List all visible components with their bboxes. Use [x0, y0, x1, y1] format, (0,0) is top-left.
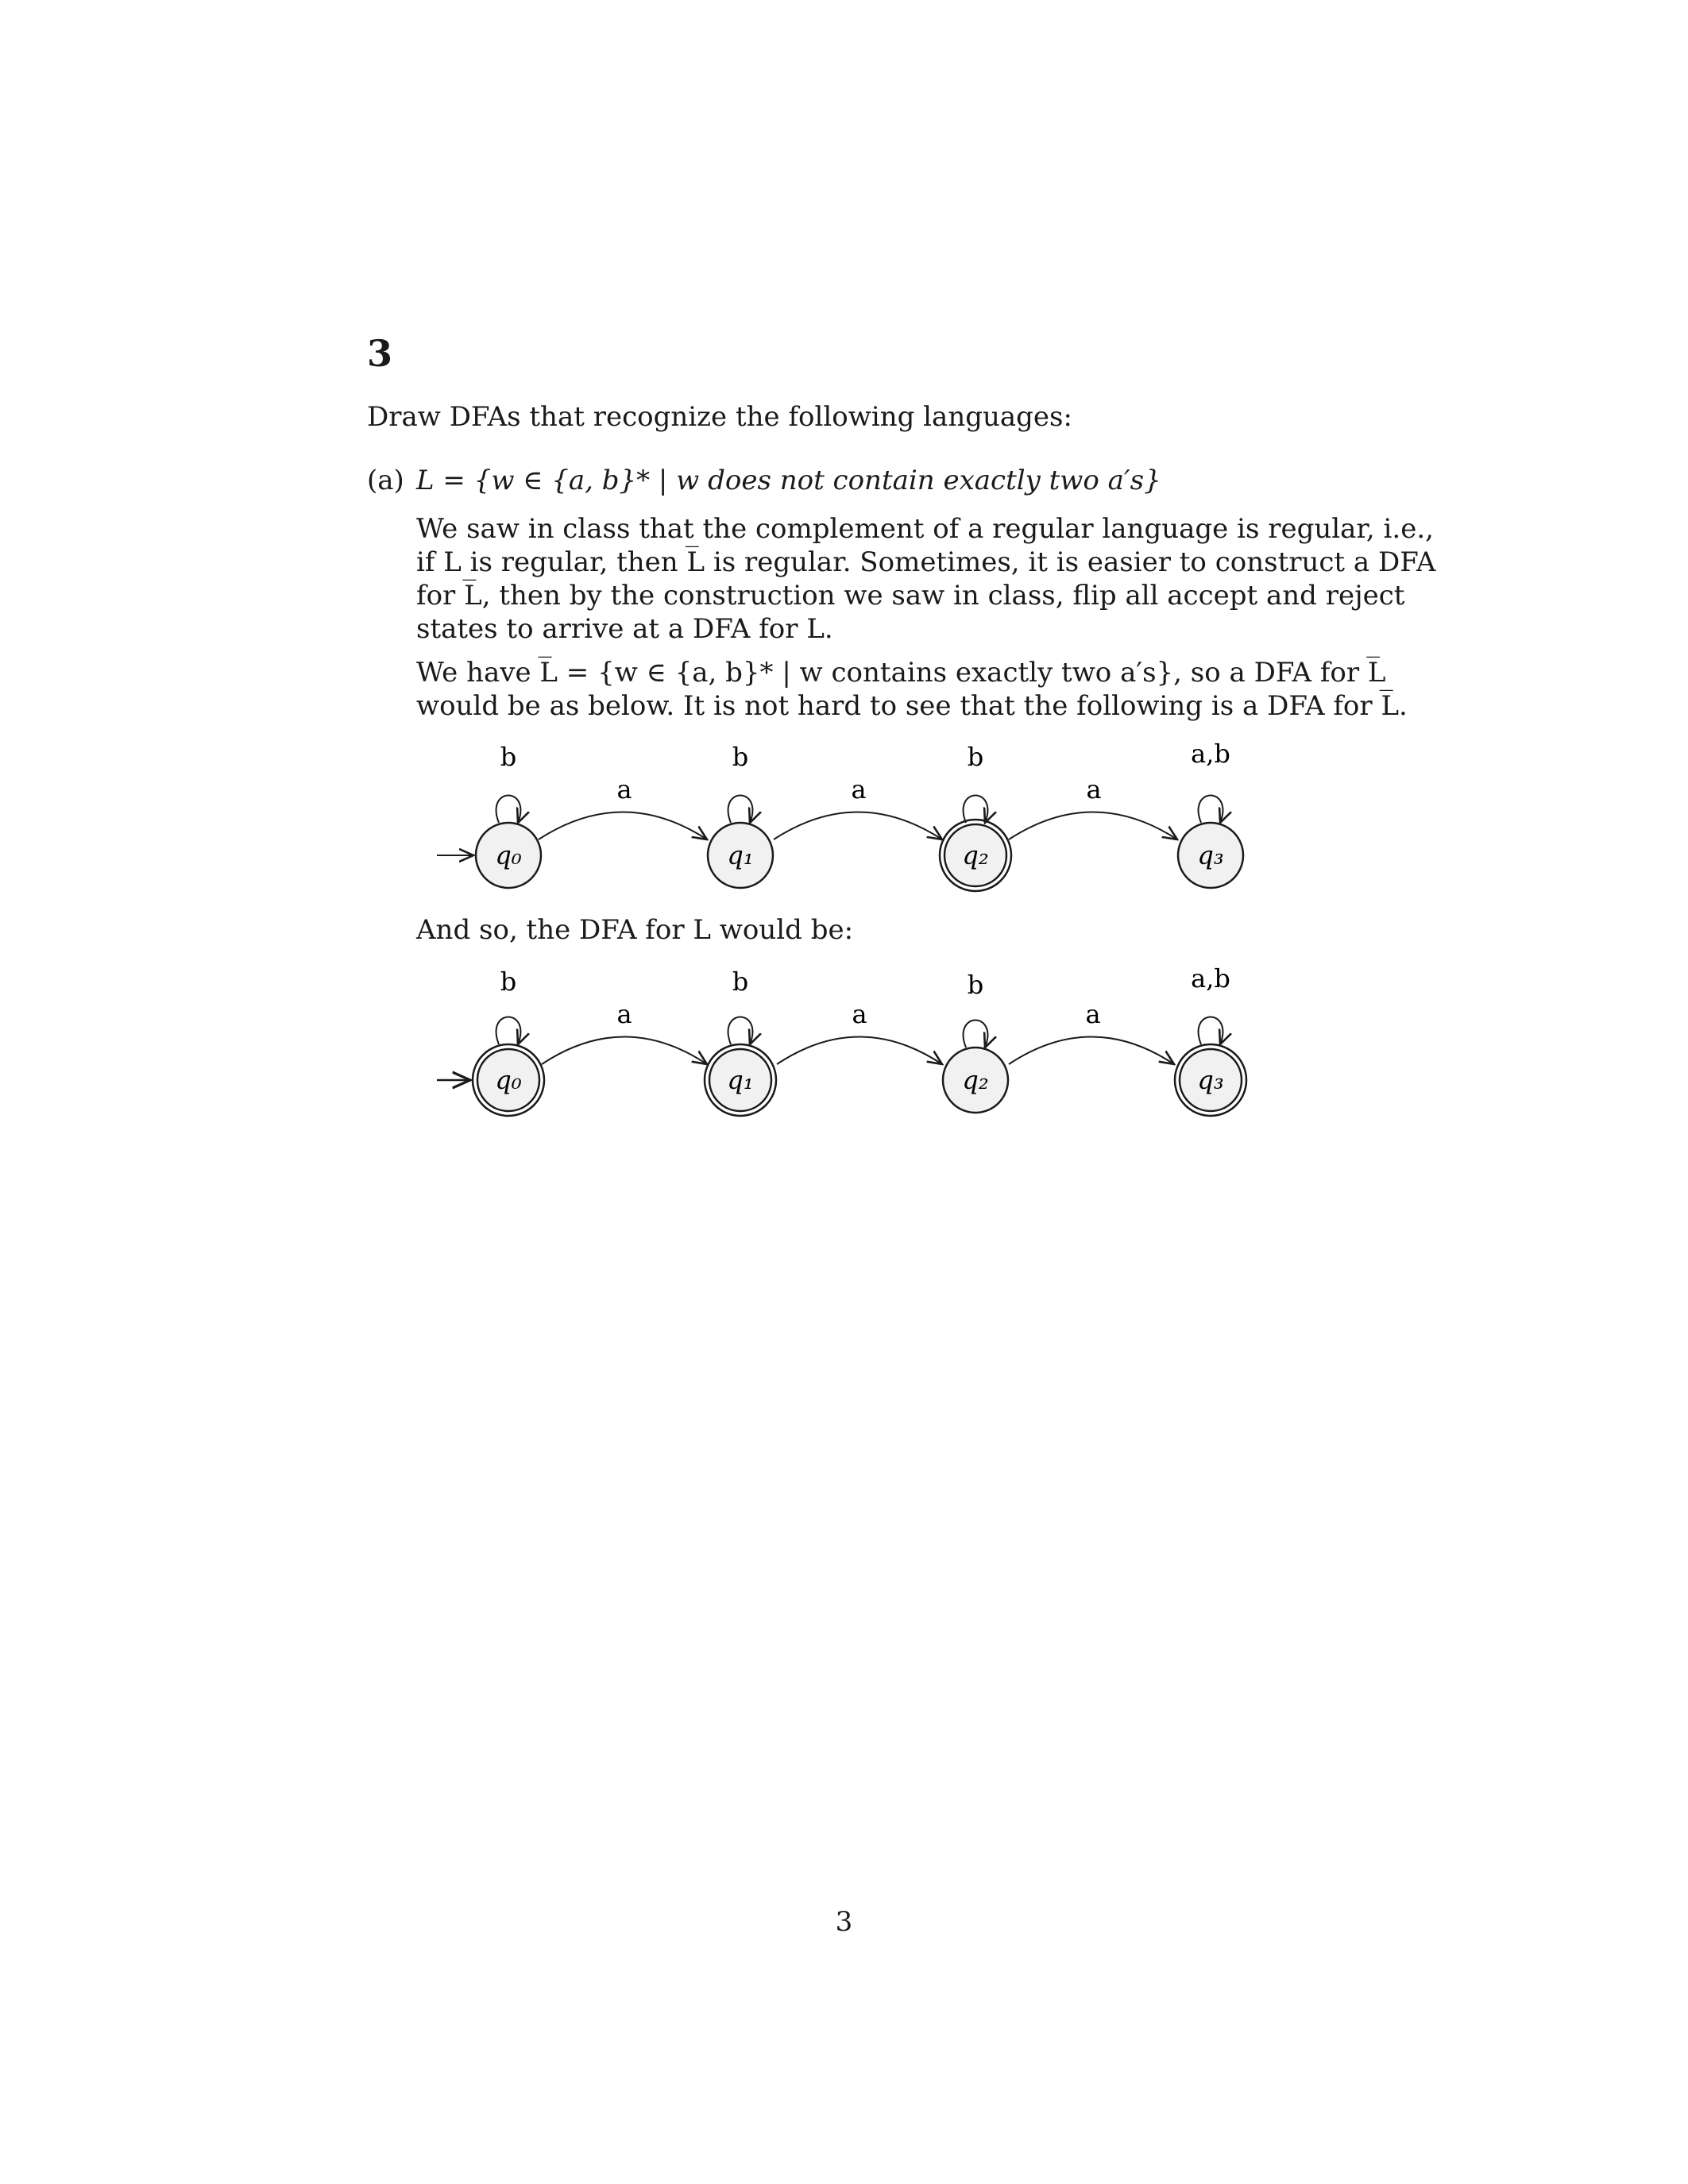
state-q2: [943, 1048, 1008, 1113]
dfa-complement-diagram: [413, 731, 1350, 913]
self-loop-label: b: [967, 970, 984, 1000]
state-label: q₀: [495, 840, 522, 870]
transition-label: a: [1085, 999, 1101, 1029]
complement-explanation: [416, 512, 1436, 646]
dfa-L-diagram: [413, 955, 1350, 1138]
dfa-intro-text: And so, the DFA for L would be:: [416, 914, 854, 946]
transition-arrow: [1009, 1037, 1174, 1065]
language-definition: L = {w ∈ {a, b}* | w does not contain exactly two a′s}: [416, 465, 1161, 496]
state-label: q₃: [1197, 1065, 1224, 1095]
self-loop-arrow: [496, 796, 521, 824]
self-loop-label: b: [500, 967, 517, 997]
item-marker: (a): [367, 465, 404, 496]
transition-label: a: [851, 774, 867, 805]
self-loop-arrow: [964, 1021, 988, 1048]
self-loop-label: b: [732, 742, 749, 772]
state-label: q₁: [727, 1065, 754, 1095]
paragraph-line: if L is regular, then L̅ is regular. Sometimes, it is easier to construct a DFA: [416, 546, 1436, 578]
state-q1: [708, 823, 773, 888]
state-label: q₂: [962, 1065, 989, 1095]
intro-text: Draw DFAs that recognize the following languages:: [367, 401, 1072, 433]
self-loop-label: a,b: [1191, 963, 1230, 994]
paragraph-line: for L̅, then by the construction we saw in class, flip all accept and reject: [416, 580, 1405, 612]
paragraph-line: We saw in class that the complement of a regular language is regular, i.e.,: [416, 513, 1434, 545]
self-loop-label: b: [967, 742, 984, 772]
paragraph-line: states to arrive at a DFA for L.: [416, 613, 833, 645]
page-number: 3: [835, 1906, 853, 1938]
state-q2-accept: [940, 820, 1011, 891]
self-loop-arrow: [496, 1017, 521, 1045]
complement-language-paragraph: [416, 656, 1408, 723]
state-q0: [476, 823, 541, 888]
transition-label: a: [1086, 774, 1102, 805]
paragraph-line: would be as below. It is not hard to see that the following is a DFA for L̅.: [416, 690, 1408, 722]
self-loop-arrow: [728, 1017, 753, 1045]
section-number: 3: [367, 332, 393, 375]
transition-arrow: [539, 812, 707, 840]
transition-label: a: [616, 774, 632, 805]
state-label: q₁: [727, 840, 754, 870]
transition-label: a: [616, 999, 632, 1029]
state-label: q₂: [962, 840, 989, 870]
self-loop-label: b: [732, 967, 749, 997]
transition-arrow: [542, 1037, 707, 1065]
transition-arrow: [777, 1037, 942, 1065]
self-loop-arrow: [728, 796, 753, 824]
self-loop-label: b: [500, 742, 517, 772]
state-q1-accept: [705, 1044, 776, 1116]
self-loop-arrow: [1199, 1017, 1223, 1045]
transition-arrow: [774, 812, 942, 840]
self-loop-label: a,b: [1191, 739, 1230, 769]
paragraph-line: We have L̅ = {w ∈ {a, b}* | w contains exactly two a′s}, so a DFA for L̅: [416, 657, 1386, 689]
state-label: q₃: [1197, 840, 1224, 870]
self-loop-arrow: [1199, 796, 1223, 824]
state-q0-accept: [473, 1044, 544, 1116]
state-label: q₀: [495, 1065, 522, 1095]
transition-label: a: [852, 999, 867, 1029]
transition-arrow: [1009, 812, 1177, 840]
state-q3-accept: [1175, 1044, 1246, 1116]
state-q3: [1178, 823, 1243, 888]
